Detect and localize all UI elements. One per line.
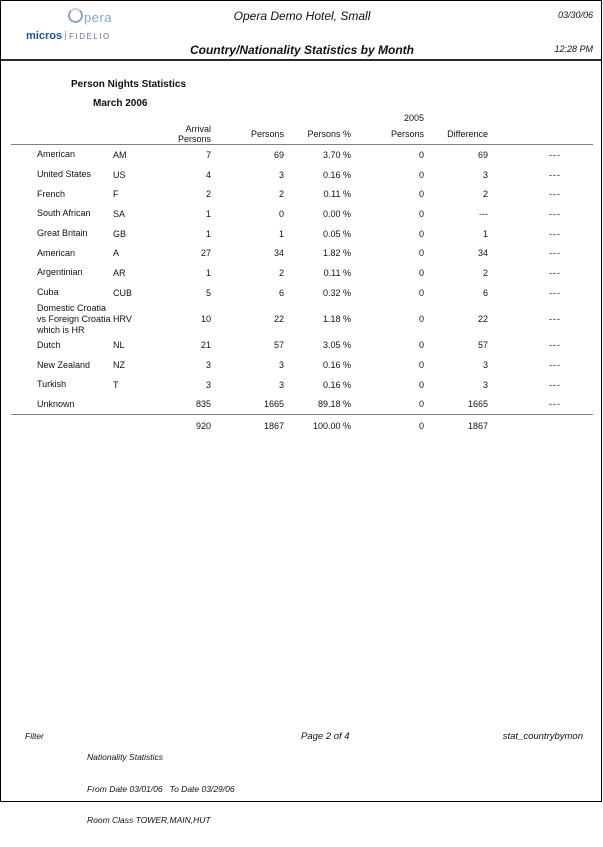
report-date: 03/30/06 — [557, 10, 593, 20]
persons-2005-value: 0 — [418, 379, 424, 390]
persons-2005-value: 0 — [418, 360, 424, 371]
country-code: US — [113, 169, 126, 180]
country-name: American — [37, 149, 76, 160]
difference-value: 1665 — [467, 399, 488, 410]
persons-value: 1 — [278, 228, 284, 239]
difference-value: 3 — [482, 360, 488, 371]
difference-value: 2 — [482, 267, 488, 278]
difference-value: 69 — [477, 149, 488, 160]
country-name: American — [37, 247, 76, 258]
arrival-persons-value: 5 — [205, 287, 211, 298]
country-code: F — [113, 189, 119, 200]
header-arrival-persons: Arrival Persons — [156, 124, 211, 145]
country-code: T — [113, 379, 119, 390]
arrival-persons-value: 1 — [205, 228, 211, 239]
total-persons-pct: 100.00 % — [284, 415, 351, 438]
persons-value: 3 — [278, 360, 284, 371]
hotel-name: Opera Demo Hotel, Small — [233, 9, 371, 23]
arrival-persons-value: 1 — [205, 267, 211, 278]
table-row — [11, 263, 593, 283]
difference-value: 3 — [482, 379, 488, 390]
difference-value: 3 — [482, 169, 488, 180]
persons-value: 3 — [278, 169, 284, 180]
extra-difference-value: --- — [549, 340, 561, 351]
country-name: Cuba — [37, 287, 59, 298]
report-code: stat_countrybymon — [502, 731, 583, 742]
total-row — [11, 415, 593, 438]
persons-pct-value: 1.82 % — [322, 248, 351, 259]
arrival-persons-value: 21 — [200, 340, 211, 351]
table-header — [11, 111, 593, 145]
micros-fidelio-line — [26, 26, 118, 44]
persons-2005-value: 0 — [418, 399, 424, 410]
extra-difference-value: --- — [549, 208, 561, 219]
table-row — [11, 395, 593, 415]
section-title: Person Nights Statistics — [71, 79, 187, 90]
country-name: South African — [37, 208, 91, 219]
persons-pct-value: 0.11 % — [323, 189, 351, 200]
table-header-row — [11, 124, 593, 145]
persons-2005-value: 0 — [418, 267, 424, 278]
fidelio-logo-text: FIDELIO — [69, 32, 111, 41]
total-difference: 1867 — [424, 415, 488, 438]
table-body — [11, 145, 593, 415]
opera-logo-label: pera — [84, 10, 113, 25]
table-row — [11, 355, 593, 375]
extra-difference-value: --- — [549, 149, 561, 160]
extra-difference-value: --- — [549, 248, 561, 259]
report-time: 12:28 PM — [554, 44, 593, 54]
persons-2005-value: 0 — [418, 287, 424, 298]
table-row — [11, 336, 593, 356]
persons-2005-value: 0 — [418, 340, 424, 351]
country-code: NL — [113, 340, 125, 351]
header-persons-2005: Persons — [351, 124, 424, 145]
country-name: Unknown — [37, 398, 75, 409]
country-code: A — [113, 248, 120, 259]
arrival-persons-value: 1 — [205, 208, 211, 219]
table-row — [11, 224, 593, 244]
table-footer — [11, 415, 593, 438]
country-name: Great Britain — [37, 228, 88, 239]
persons-pct-value: 0.32 % — [322, 287, 351, 298]
persons-value: 2 — [278, 267, 284, 278]
persons-pct-value: 0.00 % — [322, 208, 351, 219]
country-code: NZ — [113, 360, 125, 371]
persons-2005-value: 0 — [418, 189, 424, 200]
country-name: New Zealand — [37, 359, 91, 370]
persons-pct-value: 0.16 % — [322, 360, 351, 371]
arrival-persons-value: 7 — [205, 149, 211, 160]
country-code: AM — [113, 149, 127, 160]
persons-value: 0 — [278, 208, 284, 219]
table-row — [11, 184, 593, 204]
table-row — [11, 303, 593, 336]
persons-pct-value: 0.16 % — [322, 169, 351, 180]
difference-value: 6 — [482, 287, 488, 298]
extra-difference-value: --- — [549, 169, 561, 180]
persons-pct-value: 3.70 % — [322, 149, 351, 160]
filter-label: Filter — [25, 731, 44, 741]
country-code: SA — [113, 208, 126, 219]
table-row — [11, 204, 593, 224]
header-divider — [1, 59, 601, 61]
difference-value: 34 — [477, 248, 488, 259]
extra-difference-value: --- — [549, 228, 561, 239]
filter-details — [87, 731, 235, 847]
persons-value: 57 — [273, 340, 284, 351]
filter-name: Nationality Statistics — [87, 752, 164, 762]
country-code: AR — [113, 267, 126, 278]
header-persons-pct: Persons % — [284, 124, 351, 145]
extra-difference-value: --- — [549, 267, 561, 278]
persons-value: 69 — [273, 149, 284, 160]
table-row — [11, 145, 593, 165]
persons-value: 3 — [278, 379, 284, 390]
persons-pct-value: 0.11 % — [323, 267, 351, 278]
persons-value: 1665 — [263, 399, 284, 410]
persons-pct-value: 0.05 % — [322, 228, 351, 239]
table-row — [11, 283, 593, 303]
country-code: GB — [113, 228, 127, 239]
page-number: Page 2 of 4 — [301, 731, 350, 742]
header-year-2005: 2005 — [403, 112, 424, 123]
difference-value: --- — [479, 208, 488, 219]
section-period: March 2006 — [93, 98, 148, 109]
country-name: Dutch — [37, 339, 61, 350]
table-header-year-row — [11, 111, 593, 124]
persons-value: 2 — [278, 189, 284, 200]
difference-value: 57 — [477, 340, 488, 351]
persons-pct-value: 1.18 % — [322, 314, 351, 324]
table-row — [11, 165, 593, 185]
arrival-persons-value: 3 — [205, 379, 211, 390]
country-code: CUB — [113, 287, 133, 298]
logo-separator — [65, 31, 66, 40]
header-difference: Difference — [424, 124, 488, 145]
filter-room-class: Room Class TOWER,MAIN,HUT — [87, 815, 211, 825]
arrival-persons-value: 835 — [195, 399, 211, 410]
total-persons-2005: 0 — [351, 415, 424, 438]
country-code: HRV — [113, 314, 132, 324]
filter-date-range: From Date 03/01/06 To Date 03/29/06 — [87, 783, 235, 794]
arrival-persons-value: 4 — [205, 169, 211, 180]
persons-2005-value: 0 — [418, 248, 424, 259]
difference-value: 1 — [482, 228, 488, 239]
header-persons: Persons — [211, 124, 284, 145]
extra-difference-value: --- — [549, 287, 561, 298]
persons-2005-value: 0 — [418, 228, 424, 239]
arrival-persons-value: 27 — [200, 248, 211, 259]
difference-value: 2 — [482, 189, 488, 200]
difference-value: 22 — [477, 314, 488, 324]
statistics-table — [11, 111, 593, 437]
total-arrival-persons: 920 — [156, 415, 211, 438]
country-statistics-table — [11, 111, 593, 437]
persons-value: 34 — [273, 248, 284, 259]
persons-2005-value: 0 — [418, 314, 424, 324]
extra-difference-value: --- — [549, 399, 561, 410]
persons-2005-value: 0 — [418, 149, 424, 160]
arrival-persons-value: 2 — [205, 189, 211, 200]
table-row — [11, 375, 593, 395]
page-title: Country/Nationality Statistics by Month — [189, 43, 414, 57]
arrival-persons-value: 3 — [205, 360, 211, 371]
country-name: French — [37, 188, 66, 199]
persons-pct-value: 89.18 % — [317, 399, 351, 410]
country-name: United States — [37, 169, 92, 180]
persons-2005-value: 0 — [418, 169, 424, 180]
total-persons: 1867 — [211, 415, 284, 438]
persons-2005-value: 0 — [418, 208, 424, 219]
extra-difference-value: --- — [549, 314, 561, 324]
country-name: Turkish — [37, 379, 67, 390]
extra-difference-value: --- — [549, 189, 561, 200]
country-name: Domestic Croatia vs Foreign Croatia which is HR — [37, 302, 111, 335]
persons-value: 6 — [278, 287, 284, 298]
persons-pct-value: 0.16 % — [322, 379, 351, 390]
country-code — [111, 395, 156, 415]
persons-value: 22 — [273, 314, 284, 324]
persons-pct-value: 3.05 % — [322, 340, 351, 351]
extra-difference-value: --- — [549, 379, 561, 390]
country-name: Argentinian — [37, 267, 83, 278]
extra-difference-value: --- — [549, 360, 561, 371]
micros-logo-text: micros — [26, 30, 63, 42]
arrival-persons-value: 10 — [200, 314, 211, 324]
table-row — [11, 243, 593, 263]
